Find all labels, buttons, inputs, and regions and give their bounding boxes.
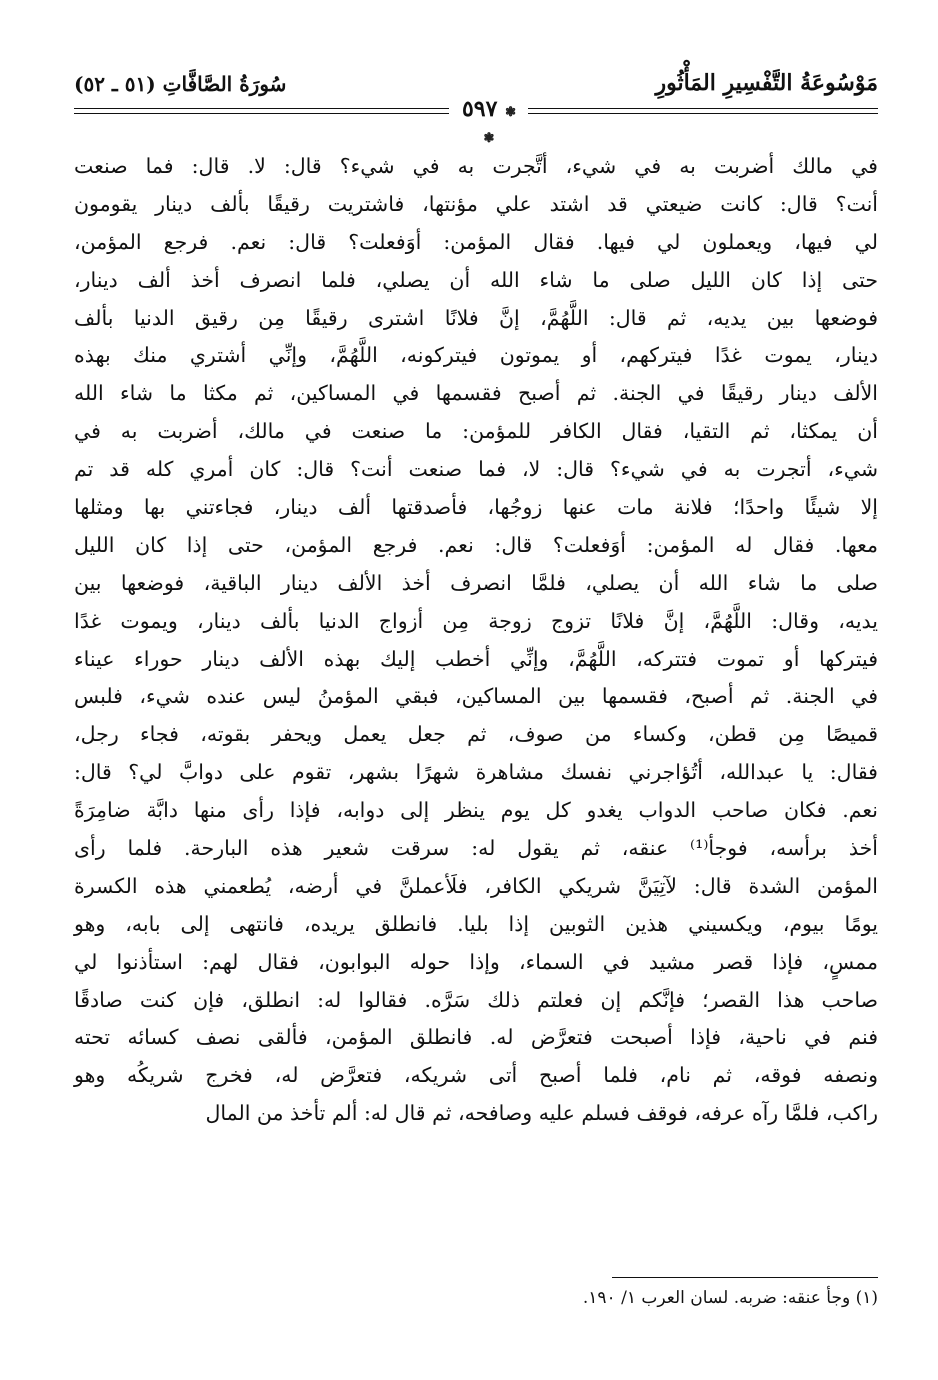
text-line: في الجنة. ثم أصبح، فقسمها بين المساكين، فبقي المؤمنُ ليس عنده شيء، فلبس xyxy=(74,684,878,709)
text-line: ممسٍ، فإذا قصر مشيد في السماء، وإذا حوله البوابون، فقال لهم: استأذنوا لي xyxy=(74,949,878,974)
surah-title: سُورَةُ الصَّافَّاتِ (٥١ ـ ٥٢) xyxy=(74,72,287,96)
text-line: راكب، فلمَّا رآه عرفه، فوقف فسلم عليه وصافحه، ثم قال له: ألم تأخذ من المال xyxy=(205,1101,878,1126)
text-line: الألف دينار رقيقًا في الجنة. ثم أصبح فقسمها في المساكين، ثم مكثا ما شاء الله xyxy=(74,381,878,406)
text-line: يومًا بيوم، ويكسيني هذين الثوبين إذا بليا. فانطلق يريده، فانتهى إلى بابه، وهو xyxy=(74,911,878,936)
text-line: دينار، يموت غدًا فيتركهم، أو يموتون فيتركونه، اللَّهُمَّ، وإنِّي أشتري منك بهذه xyxy=(74,343,878,368)
text-line: في مالك أضربت به في شيء، أتَّجرت به في شيء؟ قال: لا. قال: فما صنعت xyxy=(74,154,878,178)
footnote-separator xyxy=(612,1277,878,1278)
text-line: معها. فقال له المؤمن: أوَفعلت؟ قال: نعم. فرجع المؤمن، حتى إذا كان الليل xyxy=(74,532,878,557)
series-title: مَوْسُوعَةُ التَّفْسِيرِ المَأْثُورِ xyxy=(655,70,878,96)
text-line: فقال: يا عبدالله، أتُؤاجرني نفسك مشاهرة شهرًا بشهر، تقوم على دوابَّ لي؟ قال: xyxy=(74,760,878,785)
text-line: حتى إذا كان الليل صلى ما شاء الله أن يصلي، فلما انصرف أخذ ألف دينار، xyxy=(74,267,878,292)
text-line: صلى ما شاء الله أن يصلي، فلمَّا انصرف أخذ الألف دينار الباقية، فوضعها بين xyxy=(74,570,878,595)
text-line: قميصًا مِن قطن، وكساء من صوف، ثم جعل يعمل ويحفر بقوته، فجاء رجل، xyxy=(74,722,878,747)
text-line: شيء، أتجرت به في شيء؟ قال: لا، فما صنعت أنت؟ قال: كان أمري كله قد تم xyxy=(74,457,878,482)
text-line: المؤمن الشدة قال: لآتِيَنَّ شريكي الكافر، فلَأعملنَّ في أرضه، يُطعمني هذه الكسرة xyxy=(74,873,878,898)
page-number-block xyxy=(454,96,524,148)
text-line: ونصفه فوقه، ثم نام، فلما أصبح أتى شريكه، فتعرَّض له، فخرج شريكُه وهو xyxy=(74,1063,878,1088)
ornament-icon: ❃ xyxy=(483,131,495,146)
text-line: لي فيها، ويعملون لي فيها. فقال المؤمن: أوَفعلت؟ قال: نعم. فرجع المؤمن، xyxy=(74,229,878,254)
page-number: ٥٩٧ xyxy=(461,96,498,122)
header-rule-right xyxy=(528,108,878,109)
text-line: فيتركها أو تموت فتتركه، اللَّهُمَّ، وإنِّي أخطب إليك بهذه الألف دينار حوراء عيناء xyxy=(74,646,878,671)
text-line: نعم. فكان صاحب الدواب يغدو كل يوم ينظر إلى دوابه، فإذا رأى منها دابَّة ضامِرَةً xyxy=(74,798,878,823)
footnote: (١) وجأ عنقه: ضربه. لسان العرب ١/ ١٩٠. xyxy=(582,1288,878,1308)
header-rule-right-thin xyxy=(528,113,878,114)
ornament-icon: ❃ xyxy=(505,105,517,120)
text-line: فنم في ناحية، فإذا أصبحت فتعرَّض له. فانطلق المؤمن، فألقى نصف كسائه تحته xyxy=(74,1025,878,1050)
header-rule-left xyxy=(74,108,449,109)
text-line: فوضعها بين يديه، ثم قال: اللَّهُمَّ، إنَّ فلانًا اشترى رقيقًا مِن رقيق الدنيا بألف xyxy=(74,305,878,330)
text-line: إلا شيئًا واحدًا؛ فلانة مات عنها زوجُها، فأصدقتها ألف دينار، فجاءتني بها ومثلها xyxy=(74,495,878,520)
text-line: أن يمكثا، ثم التقيا، فقال الكافر للمؤمن: ما صنعت في مالك، أضربت به في xyxy=(74,419,878,444)
text-line: يديه، وقال: اللَّهُمَّ، إنَّ فلانًا تزوج زوجة مِن أزواج الدنيا بألف دينار، ويموت غدًا xyxy=(74,608,878,633)
text-line: صاحب هذا القصر؛ فإنَّكم إن فعلتم ذلك سَرَّه. فقالوا له: انطلق، فإن كنت صادقًا xyxy=(74,987,878,1012)
body-text xyxy=(74,148,878,1133)
text-line: أخذ برأسه، فوجأ⁽¹⁾ عنقه، ثم يقول له: سرقت شعير هذه البارحة. فلما رأى xyxy=(74,836,878,861)
text-line: أنت؟ قال: كانت ضيعتي قد اشتد علي مؤنتها، فاشتريت رقيقًا بألف دينار يقومون xyxy=(74,191,878,216)
header-rule-left-thin xyxy=(74,113,449,114)
